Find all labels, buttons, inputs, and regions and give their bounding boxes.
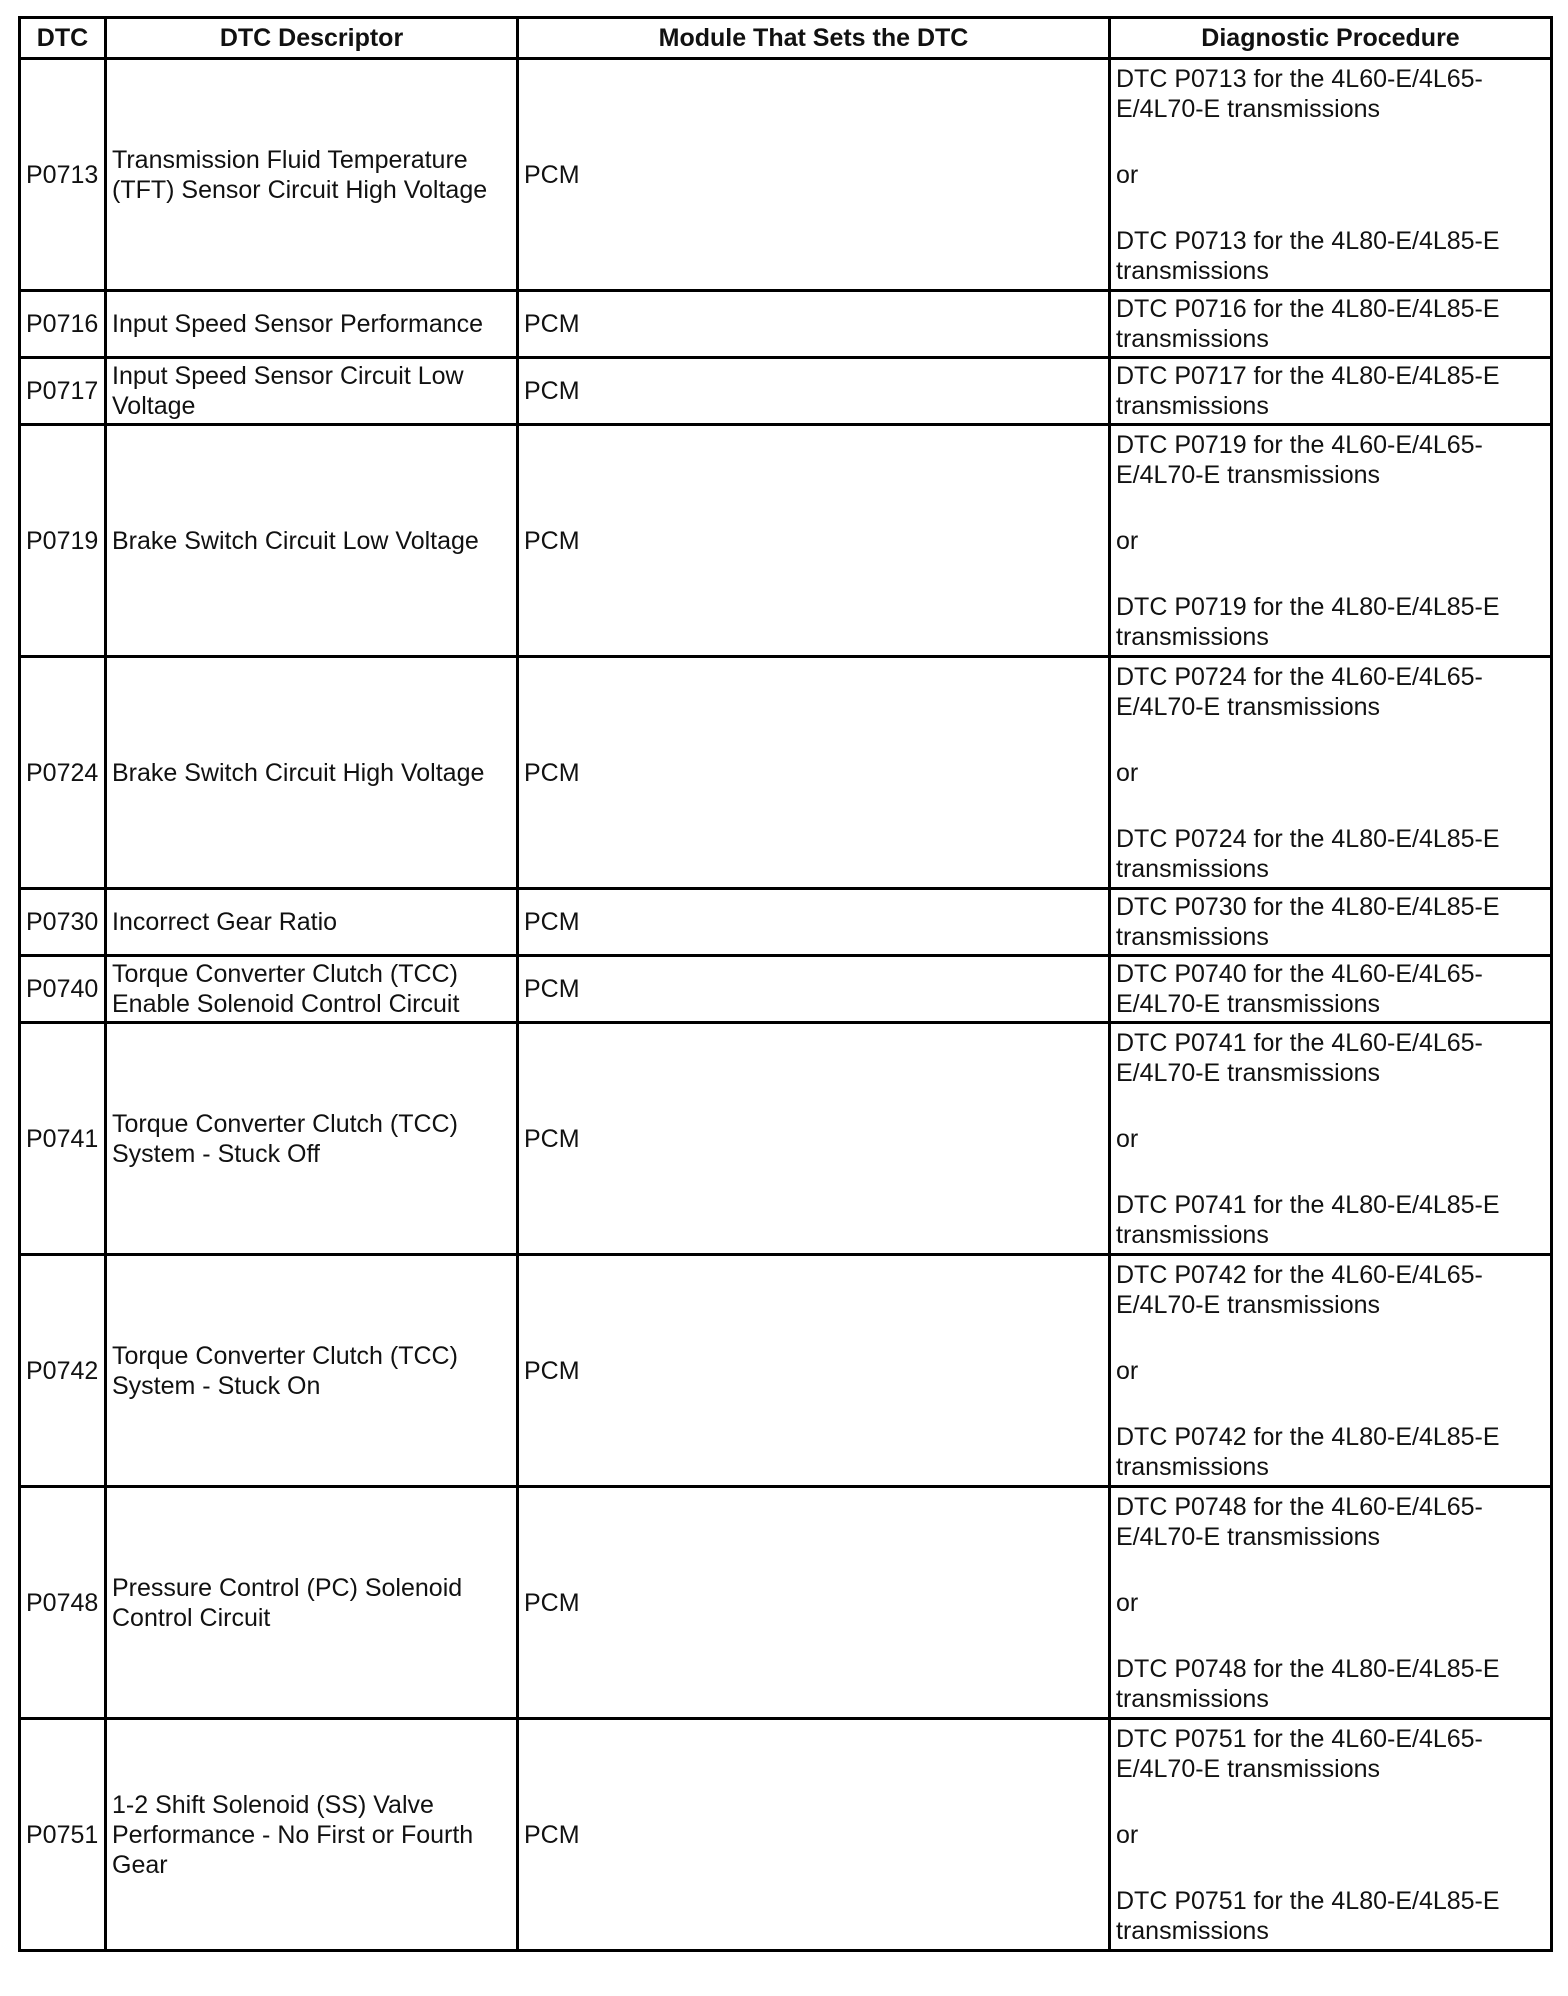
dtc-code: P0717 bbox=[20, 358, 106, 425]
procedure-link-4l60[interactable]: DTC P0719 for the 4L60-E/4L65-E/4L70-E transmissions bbox=[1116, 430, 1483, 489]
procedure-link-4l80[interactable]: DTC P0741 for the 4L80-E/4L85-E transmissions bbox=[1116, 1190, 1500, 1249]
procedure-link-4l60[interactable]: DTC P0713 for the 4L60-E/4L65-E/4L70-E transmissions bbox=[1116, 64, 1483, 123]
setting-module: PCM bbox=[518, 657, 1110, 889]
dtc-table bbox=[18, 16, 1553, 1952]
header-procedure: Diagnostic Procedure bbox=[1110, 18, 1552, 59]
procedure-or: or bbox=[1116, 758, 1139, 787]
dtc-code: P0741 bbox=[20, 1023, 106, 1255]
dtc-descriptor: Torque Converter Clutch (TCC) System - Stuck Off bbox=[106, 1023, 518, 1255]
setting-module: PCM bbox=[518, 1719, 1110, 1951]
procedure-link-4l80[interactable]: DTC P0719 for the 4L80-E/4L85-E transmissions bbox=[1116, 592, 1500, 651]
procedure-or: or bbox=[1116, 1356, 1139, 1385]
procedure-link-4l80[interactable]: DTC P0751 for the 4L80-E/4L85-E transmissions bbox=[1116, 1886, 1500, 1945]
procedure-link-4l60[interactable]: DTC P0742 for the 4L60-E/4L65-E/4L70-E transmissions bbox=[1116, 1260, 1483, 1319]
table-row bbox=[20, 59, 1552, 291]
procedure-link-4l80[interactable]: DTC P0742 for the 4L80-E/4L85-E transmissions bbox=[1116, 1422, 1500, 1481]
table-row bbox=[20, 425, 1552, 657]
diagnostic-procedure bbox=[1110, 1487, 1552, 1719]
procedure-or: or bbox=[1116, 160, 1139, 189]
setting-module: PCM bbox=[518, 889, 1110, 956]
procedure-or: or bbox=[1116, 1820, 1139, 1849]
diagnostic-procedure bbox=[1110, 657, 1552, 889]
dtc-descriptor: Input Speed Sensor Performance bbox=[106, 291, 518, 358]
dtc-code: P0742 bbox=[20, 1255, 106, 1487]
setting-module: PCM bbox=[518, 1023, 1110, 1255]
diagnostic-procedure bbox=[1110, 425, 1552, 657]
diagnostic-procedure bbox=[1110, 358, 1552, 425]
dtc-code: P0719 bbox=[20, 425, 106, 657]
procedure-link-4l60[interactable]: DTC P0740 for the 4L60-E/4L65-E/4L70-E transmissions bbox=[1116, 960, 1483, 1018]
dtc-code: P0751 bbox=[20, 1719, 106, 1951]
procedure-link-4l60[interactable]: DTC P0748 for the 4L60-E/4L65-E/4L70-E transmissions bbox=[1116, 1492, 1483, 1551]
dtc-descriptor: Pressure Control (PC) Solenoid Control Circuit bbox=[106, 1487, 518, 1719]
procedure-link-4l80[interactable]: DTC P0748 for the 4L80-E/4L85-E transmissions bbox=[1116, 1654, 1500, 1713]
dtc-code: P0716 bbox=[20, 291, 106, 358]
table-row bbox=[20, 889, 1552, 956]
procedure-link-4l60[interactable]: DTC P0724 for the 4L60-E/4L65-E/4L70-E transmissions bbox=[1116, 662, 1483, 721]
dtc-code: P0740 bbox=[20, 956, 106, 1023]
table-row bbox=[20, 1023, 1552, 1255]
table-row bbox=[20, 1487, 1552, 1719]
table-header-row bbox=[20, 18, 1552, 59]
setting-module: PCM bbox=[518, 59, 1110, 291]
dtc-code: P0713 bbox=[20, 59, 106, 291]
diagnostic-procedure bbox=[1110, 59, 1552, 291]
procedure-link-4l80[interactable]: DTC P0713 for the 4L80-E/4L85-E transmissions bbox=[1116, 226, 1500, 285]
dtc-descriptor: Torque Converter Clutch (TCC) System - Stuck On bbox=[106, 1255, 518, 1487]
setting-module: PCM bbox=[518, 425, 1110, 657]
setting-module: PCM bbox=[518, 956, 1110, 1023]
procedure-or: or bbox=[1116, 1588, 1139, 1617]
table-row bbox=[20, 657, 1552, 889]
dtc-descriptor: Transmission Fluid Temperature (TFT) Sensor Circuit High Voltage bbox=[106, 59, 518, 291]
header-dtc: DTC bbox=[20, 18, 106, 59]
procedure-link-4l80[interactable]: DTC P0724 for the 4L80-E/4L85-E transmissions bbox=[1116, 824, 1500, 883]
procedure-or: or bbox=[1116, 526, 1139, 555]
table-row bbox=[20, 358, 1552, 425]
dtc-descriptor: Incorrect Gear Ratio bbox=[106, 889, 518, 956]
setting-module: PCM bbox=[518, 1255, 1110, 1487]
table-row bbox=[20, 1255, 1552, 1487]
diagnostic-procedure bbox=[1110, 1255, 1552, 1487]
table-row bbox=[20, 956, 1552, 1023]
setting-module: PCM bbox=[518, 358, 1110, 425]
dtc-code: P0724 bbox=[20, 657, 106, 889]
procedure-or: or bbox=[1116, 1124, 1139, 1153]
procedure-link-4l80[interactable]: DTC P0730 for the 4L80-E/4L85-E transmissions bbox=[1116, 893, 1500, 951]
diagnostic-procedure bbox=[1110, 889, 1552, 956]
header-descriptor: DTC Descriptor bbox=[106, 18, 518, 59]
header-module: Module That Sets the DTC bbox=[518, 18, 1110, 59]
dtc-code: P0730 bbox=[20, 889, 106, 956]
table-row bbox=[20, 291, 1552, 358]
setting-module: PCM bbox=[518, 1487, 1110, 1719]
dtc-descriptor: 1-2 Shift Solenoid (SS) Valve Performance - No First or Fourth Gear bbox=[106, 1719, 518, 1951]
diagnostic-procedure bbox=[1110, 1719, 1552, 1951]
setting-module: PCM bbox=[518, 291, 1110, 358]
table-row bbox=[20, 1719, 1552, 1951]
dtc-descriptor: Brake Switch Circuit Low Voltage bbox=[106, 425, 518, 657]
dtc-descriptor: Torque Converter Clutch (TCC) Enable Solenoid Control Circuit bbox=[106, 956, 518, 1023]
dtc-descriptor: Input Speed Sensor Circuit Low Voltage bbox=[106, 358, 518, 425]
diagnostic-procedure bbox=[1110, 1023, 1552, 1255]
procedure-link-4l60[interactable]: DTC P0751 for the 4L60-E/4L65-E/4L70-E transmissions bbox=[1116, 1724, 1483, 1783]
procedure-link-4l80[interactable]: DTC P0716 for the 4L80-E/4L85-E transmissions bbox=[1116, 295, 1500, 353]
dtc-code: P0748 bbox=[20, 1487, 106, 1719]
procedure-link-4l60[interactable]: DTC P0741 for the 4L60-E/4L65-E/4L70-E transmissions bbox=[1116, 1028, 1483, 1087]
diagnostic-procedure bbox=[1110, 956, 1552, 1023]
diagnostic-procedure bbox=[1110, 291, 1552, 358]
procedure-link-4l80[interactable]: DTC P0717 for the 4L80-E/4L85-E transmissions bbox=[1116, 362, 1500, 420]
dtc-descriptor: Brake Switch Circuit High Voltage bbox=[106, 657, 518, 889]
